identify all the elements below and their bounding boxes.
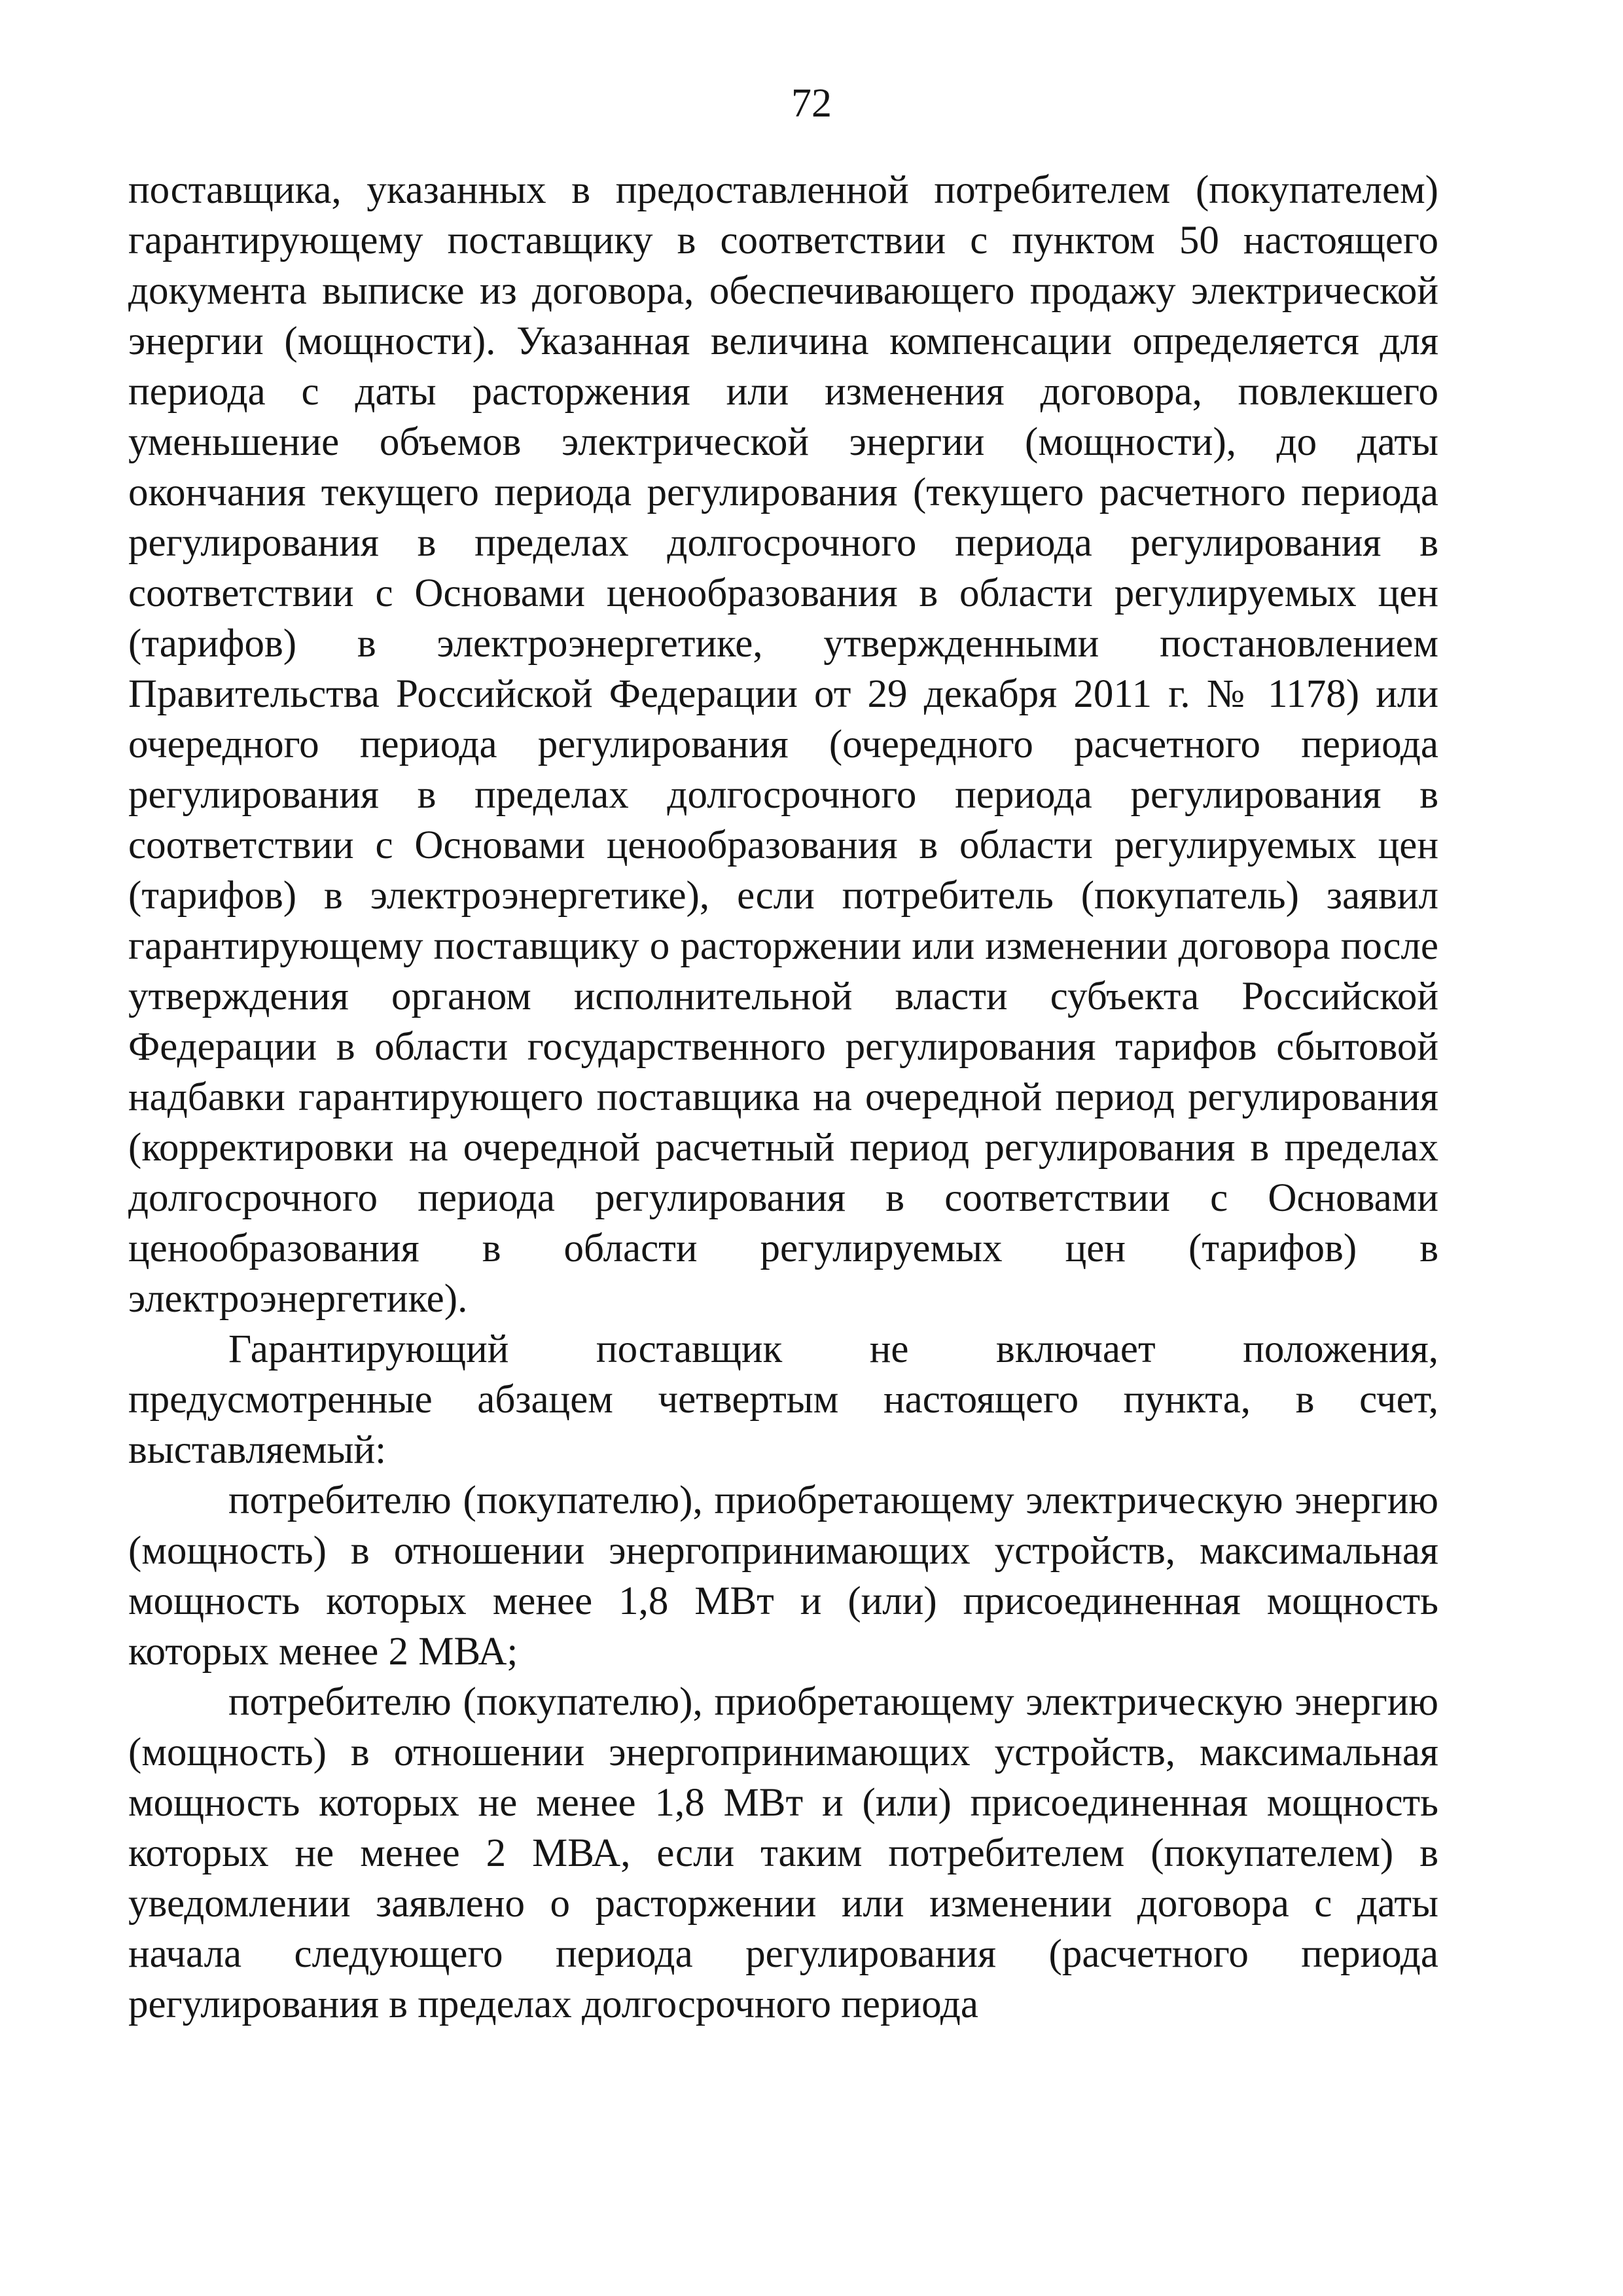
page-number: 72 — [791, 81, 832, 126]
paragraph-large-consumer: потребителю (покупателю), приобретающему электрическую энергию (мощность) в отношении энергопринимающих устройств, максимальная мощность которых не менее 1,8 МВт и (или) присоединенная мощность которых не менее 2 МВА, если таким потребителем (покупателем) в уведомлении заявлено о расторжении или изменении договора с даты начала следующего периода регулирования (расчетного периода регулирования в пределах долгосрочного периода — [128, 1680, 1438, 2026]
paragraph-supplier-exclusion: Гарантирующий поставщик не включает положения, предусмотренные абзацем четвертым настоящего пункта, в счет, выставляемый: — [128, 1327, 1438, 1472]
paragraph-compensation-period: поставщика, указанных в предоставленной потребителем (покупателем) гарантирующему поставщику в соответствии с пунктом 50 настоящего документа выписке из договора, обеспечивающего продажу электрической энергии (мощности). Указанная величина компенсации определяется для периода с даты расторжения или изменения договора, повлекшего уменьшение объемов электрической энергии (мощности), до даты окончания текущего периода регулирования (текущего расчетного периода регулирования в пределах долгосрочного периода регулирования в соответствии с Основами ценообразования в области регулируемых цен (тарифов) в электроэнергетике, утвержденными постановлением Правительства Российской Федерации от 29 декабря 2011 г. № 1178) или очередного периода регулирования (очередного расчетного периода регулирования в пределах долгосрочного периода регулирования в соответствии с Основами ценообразования в области регулируемых цен (тарифов) в электроэнергетике), если потребитель (покупатель) заявил гарантирующему поставщику о расторжении или изменении договора после утверждения органом исполнительной власти субъекта Российской Федерации в области государственного регулирования тарифов сбытовой надбавки гарантирующего поставщика на очередной период регулирования (корректировки на очередной расчетный период регулирования в пределах долгосрочного периода регулирования в соответствии с Основами ценообразования в области регулируемых цен (тарифов) в электроэнергетике). — [128, 168, 1438, 1321]
paragraph-small-consumer: потребителю (покупателю), приобретающему электрическую энергию (мощность) в отношении энергопринимающих устройств, максимальная мощность которых менее 1,8 МВт и (или) присоединенная мощность которых менее 2 МВА; — [128, 1479, 1438, 1674]
document-body — [128, 165, 1438, 2030]
